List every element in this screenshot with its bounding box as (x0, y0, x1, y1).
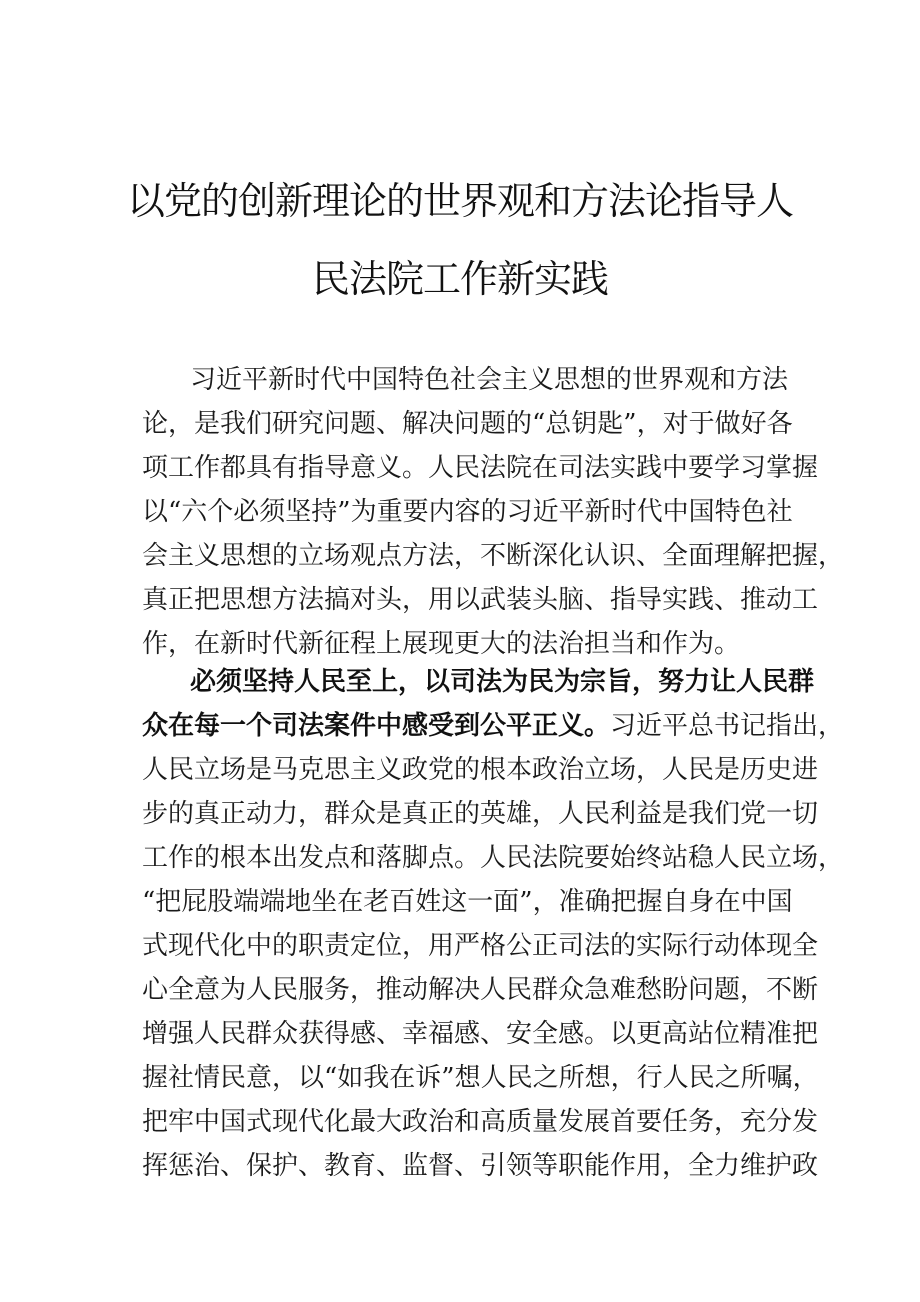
paragraph-line: 心全意为人民服务，推动解决人民群众急难愁盼问题，不断 (142, 975, 819, 1005)
paragraph-text-start: 习近平总书记指出， (610, 711, 845, 741)
paragraph-line: 会主义思想的立场观点方法，不断深化认识、全面理解把握， (142, 541, 845, 571)
paragraph-line: “把屁股端端地坐在老百姓这一面”，准确把握自身在中国 (142, 887, 793, 917)
paragraph-line: 习近平新时代中国特色社会主义思想的世界观和方法 (190, 365, 789, 395)
paragraph-heading-line: 必须坚持人民至上，以司法为民为宗旨，努力让人民群 (190, 667, 815, 697)
paragraph-line: 论，是我们研究问题、解决问题的“总钥匙”，对于做好各 (142, 409, 793, 439)
paragraph-line: 式现代化中的职责定位，用严格公正司法的实际行动体现全 (142, 931, 819, 961)
paragraph-heading-tail: 众在每一个司法案件中感受到公平正义。 (142, 711, 611, 741)
document-title-line-1: 以党的创新理论的世界观和方法论指导人 (126, 179, 793, 223)
paragraph-line: 握社情民意，以“如我在诉”想人民之所想，行人民之所嘱， (142, 1063, 819, 1093)
paragraph-mixed-line (142, 704, 845, 748)
paragraph-line: 真正把思想方法搞对头，用以武装头脑、指导实践、推动工 (142, 585, 819, 615)
paragraph-line: 把牢中国式现代化最大政治和高质量发展首要任务，充分发 (142, 1107, 819, 1137)
paragraph-line: 作，在新时代新征程上展现更大的法治担当和作为。 (142, 629, 741, 659)
paragraph-line: 步的真正动力，群众是真正的英雄，人民利益是我们党一切 (142, 799, 819, 829)
paragraph-line: 增强人民群众获得感、幸福感、安全感。以更高站位精准把 (142, 1019, 819, 1049)
paragraph-line: 挥惩治、保护、教育、监督、引领等职能作用，全力维护政 (142, 1151, 819, 1181)
paragraph-line: 工作的根本出发点和落脚点。人民法院要始终站稳人民立场， (142, 843, 845, 873)
document-title-line-2: 民法院工作新实践 (311, 257, 608, 301)
paragraph-line: 以“六个必须坚持”为重要内容的习近平新时代中国特色社 (142, 497, 793, 527)
paragraph-line: 项工作都具有指导意义。人民法院在司法实践中要学习掌握 (142, 453, 819, 483)
paragraph-line: 人民立场是马克思主义政党的根本政治立场，人民是历史进 (142, 755, 819, 785)
